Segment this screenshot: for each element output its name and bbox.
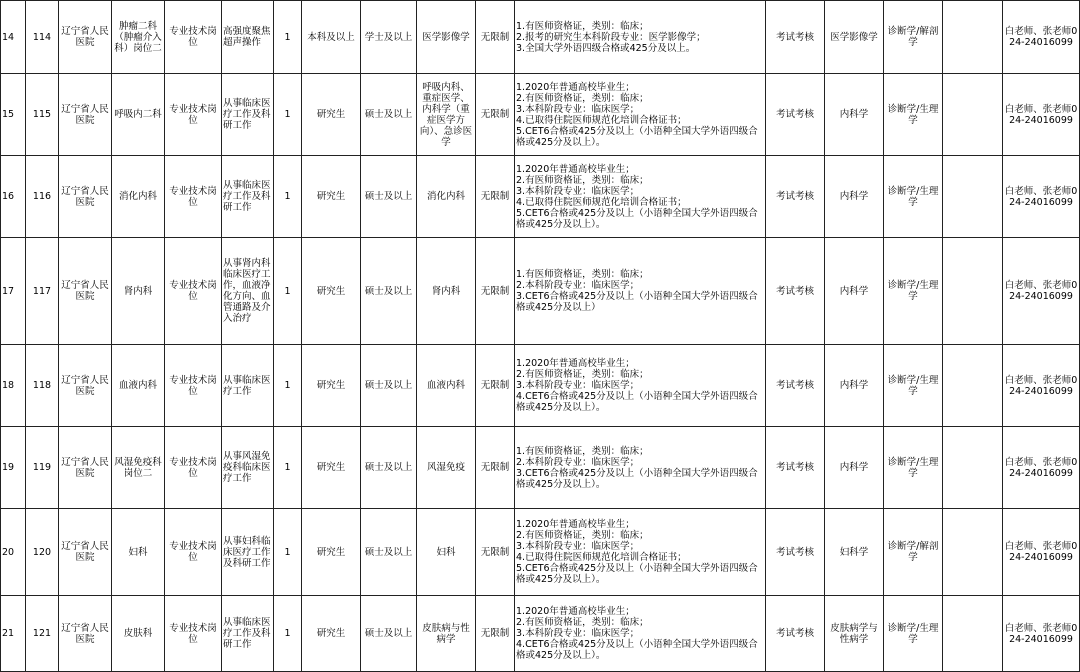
requirement-line: 3.本科阶段专业：临床医学； [516,185,640,197]
employer-unit-cell: 辽宁省人民医院 [59,345,112,427]
employer-unit-cell: 辽宁省人民医院 [59,509,112,596]
headcount-cell: 1 [274,427,302,509]
seq-cell: 14 [1,1,26,74]
contact-cell: 白老师、张老师024-24016099 [1003,427,1080,509]
position-name-cell: 皮肤科 [112,596,165,672]
headcount-cell: 1 [274,509,302,596]
requirement-line: 1.2020年普通高校毕业生； [516,81,635,93]
contact-cell: 白老师、张老师024-24016099 [1003,156,1080,238]
remark-cell [943,156,1003,238]
requirement-line: 2.有医师资格证，类别：临床； [516,174,649,186]
degree-cell: 硕士及以上 [361,74,417,156]
position-category-cell: 专业技术岗位 [165,509,222,596]
position-name-cell: 妇科 [112,509,165,596]
major-cell: 肾内科 [417,238,476,345]
exam-subject-cell: 内科学 [825,74,884,156]
degree-cell: 硕士及以上 [361,345,417,427]
headcount-cell: 1 [274,156,302,238]
position-category-cell: 专业技术岗位 [165,596,222,672]
seq-cell: 20 [1,509,26,596]
duty-cell: 从事风湿免疫科临床医疗工作 [222,427,274,509]
political-status-cell: 无限制 [476,74,515,156]
position-name-cell: 血液内科 [112,345,165,427]
political-status-cell: 无限制 [476,1,515,74]
position-category-cell: 专业技术岗位 [165,1,222,74]
requirement-line: 2.有医师资格证，类别：临床； [516,92,649,104]
exam-scope-cell: 诊断学/生理学 [884,74,943,156]
remark-cell [943,238,1003,345]
position-category-cell: 专业技术岗位 [165,74,222,156]
seq-cell: 17 [1,238,26,345]
major-cell: 医学影像学 [417,1,476,74]
seq-cell: 15 [1,74,26,156]
exam-subject-cell: 内科学 [825,238,884,345]
headcount-cell: 1 [274,345,302,427]
requirement-line: 3.本科阶段专业：临床医学； [516,380,640,391]
exam-scope-cell: 诊断学/解剖学 [884,509,943,596]
position-name-cell: 呼吸内二科 [112,74,165,156]
table-row [1,74,1080,156]
table-row [1,238,1080,345]
requirement-line: 3.本科阶段专业：临床医学； [516,103,640,115]
duty-cell: 从事临床医疗工作及科研工作 [222,596,274,672]
exam-method-cell: 考试考核 [766,427,825,509]
exam-subject-cell: 内科学 [825,345,884,427]
requirements-cell [515,238,766,345]
exam-subject-cell: 内科学 [825,156,884,238]
remark-cell [943,1,1003,74]
requirement-line: 5.CET6合格或425分及以上（小语种全国大学外语四级合格或425分及以上）。 [516,207,758,230]
headcount-cell: 1 [274,596,302,672]
position-code-cell: 114 [26,1,59,74]
exam-method-cell: 考试考核 [766,1,825,74]
education-cell: 研究生 [302,345,361,427]
position-code-cell: 120 [26,509,59,596]
position-code-cell: 118 [26,345,59,427]
degree-cell: 硕士及以上 [361,427,417,509]
position-code-cell: 117 [26,238,59,345]
employer-unit-cell: 辽宁省人民医院 [59,596,112,672]
exam-scope-cell: 诊断学/生理学 [884,238,943,345]
employer-unit-cell: 辽宁省人民医院 [59,1,112,74]
remark-cell [943,345,1003,427]
degree-cell: 学士及以上 [361,1,417,74]
requirement-line: 3.全国大学外语四级合格或425分及以上。 [516,42,696,54]
table-row [1,1,1080,74]
table-row [1,345,1080,427]
major-cell: 皮肤病与性病学 [417,596,476,672]
position-category-cell: 专业技术岗位 [165,238,222,345]
requirement-line: 4.已取得住院医师规范化培训合格证书； [516,196,687,208]
requirements-cell [515,74,766,156]
position-code-cell: 119 [26,427,59,509]
position-code-cell: 115 [26,74,59,156]
duty-cell: 高强度聚焦超声操作 [222,1,274,74]
position-code-cell: 121 [26,596,59,672]
table-row [1,427,1080,509]
headcount-cell: 1 [274,74,302,156]
education-cell: 研究生 [302,509,361,596]
education-cell: 研究生 [302,74,361,156]
duty-cell: 从事肾内科临床医疗工作，血液净化方向、血管通路及介入治疗 [222,238,274,345]
position-name-cell: 肾内科 [112,238,165,345]
employer-unit-cell: 辽宁省人民医院 [59,238,112,345]
employer-unit-cell: 辽宁省人民医院 [59,156,112,238]
table-row [1,509,1080,596]
major-cell: 呼吸内科、重症医学、内科学（重症医学方向）、急诊医学 [417,74,476,156]
requirement-line: 2.本科阶段专业：临床医学； [516,280,640,291]
requirement-line: 2.有医师资格证，类别：临床； [516,617,649,628]
duty-cell: 从事妇科临床医疗工作及科研工作 [222,509,274,596]
employer-unit-cell: 辽宁省人民医院 [59,427,112,509]
degree-cell: 硕士及以上 [361,596,417,672]
headcount-cell: 1 [274,238,302,345]
table-row [1,596,1080,672]
remark-cell [943,596,1003,672]
contact-cell: 白老师、张老师024-24016099 [1003,596,1080,672]
requirement-line: 3.CET6合格或425分及以上（小语种全国大学外语四级合格或425分及以上） [516,291,758,313]
major-cell: 消化内科 [417,156,476,238]
exam-scope-cell: 诊断学/生理学 [884,427,943,509]
seq-cell: 18 [1,345,26,427]
political-status-cell: 无限制 [476,596,515,672]
position-category-cell: 专业技术岗位 [165,345,222,427]
political-status-cell: 无限制 [476,345,515,427]
exam-method-cell: 考试考核 [766,74,825,156]
education-cell: 研究生 [302,427,361,509]
seq-cell: 19 [1,427,26,509]
table-row [1,156,1080,238]
exam-method-cell: 考试考核 [766,238,825,345]
requirements-cell [515,596,766,672]
degree-cell: 硕士及以上 [361,509,417,596]
major-cell: 血液内科 [417,345,476,427]
exam-method-cell: 考试考核 [766,596,825,672]
position-category-cell: 专业技术岗位 [165,427,222,509]
exam-subject-cell: 皮肤病学与性病学 [825,596,884,672]
remark-cell [943,509,1003,596]
requirement-line: 3.CET6合格或425分及以上（小语种全国大学外语四级合格或425分及以上）。 [516,467,758,490]
political-status-cell: 无限制 [476,238,515,345]
duty-cell: 从事临床医疗工作 [222,345,274,427]
degree-cell: 硕士及以上 [361,238,417,345]
contact-cell: 白老师、张老师024-24016099 [1003,238,1080,345]
seq-cell: 16 [1,156,26,238]
requirements-cell [515,156,766,238]
contact-cell: 白老师、张老师024-24016099 [1003,509,1080,596]
position-category-cell: 专业技术岗位 [165,156,222,238]
requirement-line: 1.2020年普通高校毕业生； [516,606,635,617]
contact-cell: 白老师、张老师024-24016099 [1003,1,1080,74]
requirement-line: 1.有医师资格证，类别：临床； [516,445,649,457]
exam-scope-cell: 诊断学/解剖学 [884,1,943,74]
exam-subject-cell: 医学影像学 [825,1,884,74]
exam-method-cell: 考试考核 [766,345,825,427]
requirement-line: 5.CET6合格或425分及以上（小语种全国大学外语四级合格或425分及以上）。 [516,125,758,148]
exam-method-cell: 考试考核 [766,156,825,238]
major-cell: 风湿免疫 [417,427,476,509]
exam-scope-cell: 诊断学/生理学 [884,156,943,238]
duty-cell: 从事临床医疗工作及科研工作 [222,74,274,156]
requirement-line: 2.有医师资格证，类别：临床； [516,369,649,380]
table-body [1,1,1080,672]
requirement-line: 1.2020年普通高校毕业生； [516,519,635,530]
employer-unit-cell: 辽宁省人民医院 [59,74,112,156]
requirement-line: 3.本科阶段专业：临床医学； [516,628,640,639]
remark-cell [943,74,1003,156]
requirements-cell [515,1,766,74]
requirement-line: 2.报考的研究生本科阶段专业：医学影像学； [516,31,706,43]
requirement-line: 1.2020年普通高校毕业生； [516,163,635,175]
degree-cell: 硕士及以上 [361,156,417,238]
requirement-line: 4.CET6合格或425分及以上（小语种全国大学外语四级合格或425分及以上）。 [516,391,758,413]
position-name-cell: 风湿免疫科岗位二 [112,427,165,509]
education-cell: 研究生 [302,156,361,238]
requirement-line: 4.已取得住院医师规范化培训合格证书； [516,114,687,126]
headcount-cell: 1 [274,1,302,74]
remark-cell [943,427,1003,509]
exam-subject-cell: 妇科学 [825,509,884,596]
requirement-line: 3.本科阶段专业：临床医学； [516,541,640,552]
position-code-cell: 116 [26,156,59,238]
exam-subject-cell: 内科学 [825,427,884,509]
political-status-cell: 无限制 [476,427,515,509]
contact-cell: 白老师、张老师024-24016099 [1003,345,1080,427]
requirements-cell [515,427,766,509]
requirement-line: 4.CET6合格或425分及以上（小语种全国大学外语四级合格或425分及以上）。 [516,639,758,661]
education-cell: 研究生 [302,596,361,672]
requirement-line: 2.有医师资格证，类别：临床； [516,530,649,541]
education-cell: 研究生 [302,238,361,345]
seq-cell: 21 [1,596,26,672]
position-name-cell: 肿瘤二科（肿瘤介入科）岗位二 [112,1,165,74]
education-cell: 本科及以上 [302,1,361,74]
requirement-line: 5.CET6合格或425分及以上（小语种全国大学外语四级合格或425分及以上）。 [516,563,758,585]
requirements-cell [515,345,766,427]
contact-cell: 白老师、张老师024-24016099 [1003,74,1080,156]
major-cell: 妇科 [417,509,476,596]
duty-cell: 从事临床医疗工作及科研工作 [222,156,274,238]
requirement-line: 4.已取得住院医师规范化培训合格证书； [516,552,687,563]
requirement-line: 2.本科阶段专业：临床医学； [516,456,640,468]
exam-scope-cell: 诊断学/生理学 [884,345,943,427]
political-status-cell: 无限制 [476,509,515,596]
political-status-cell: 无限制 [476,156,515,238]
requirement-line: 1.有医师资格证，类别：临床； [516,269,649,280]
requirements-cell [515,509,766,596]
exam-scope-cell: 诊断学/生理学 [884,596,943,672]
position-name-cell: 消化内科 [112,156,165,238]
requirement-line: 1.有医师资格证，类别：临床； [516,20,649,32]
requirement-line: 1.2020年普通高校毕业生； [516,358,635,369]
exam-method-cell: 考试考核 [766,509,825,596]
